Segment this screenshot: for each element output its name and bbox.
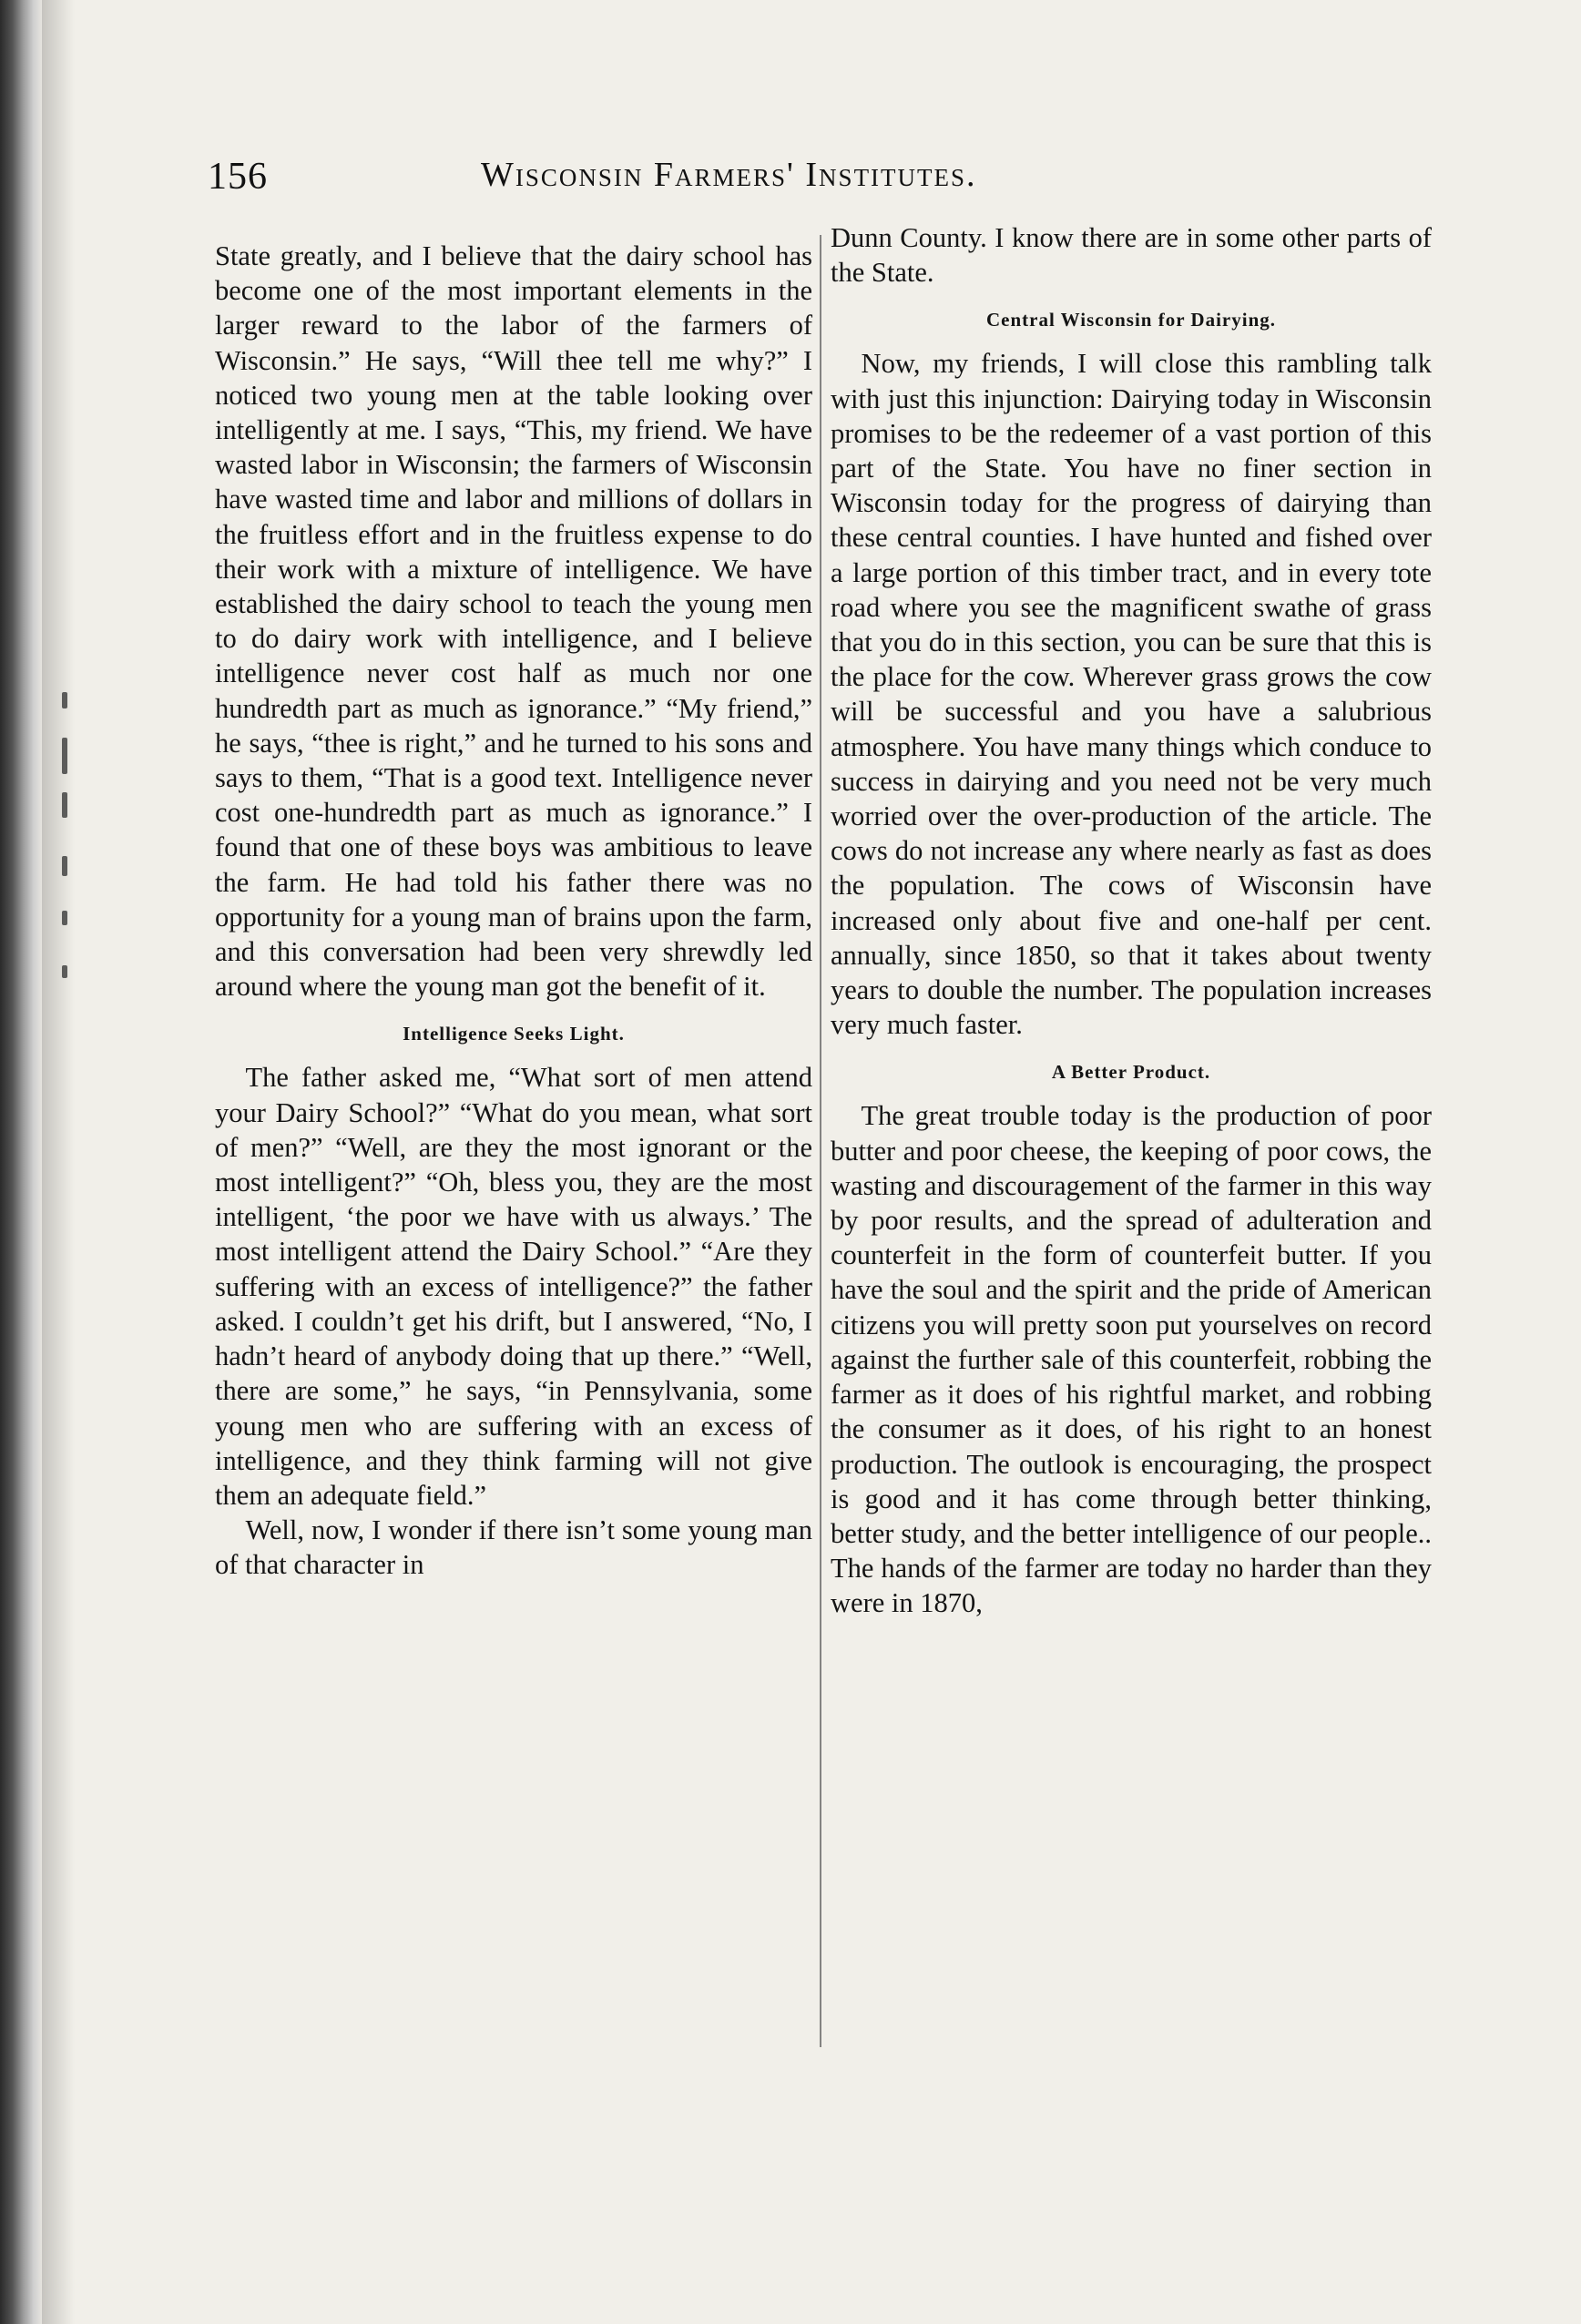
page-number: 156 (208, 156, 268, 198)
left-column (215, 239, 812, 2078)
running-head: Wisconsin Farmers' Institutes. (481, 156, 977, 194)
margin-ink-mark (62, 692, 67, 708)
left-paragraph-1: State greatly, and I believe that the dairy school has become one of the most important elements in the larger reward to the labor of the farmers of Wisconsin.” He says, “Will thee tell me why?” I noticed two young men at the table looking over intelligently at me. I says, “This, my friend. We have wasted labor in Wisconsin; the farmers of Wisconsin have wasted time and labor and millions of dollars in the fruitless effort and in the fruitless expense to do their work with a mixture of intelligence. We have established the dairy school to teach the young men to do dairy work with intelligence, and I believe intelligence never cost half as much nor one hundredth part as much as ignorance.” “My friend,” he says, “thee is right,” and he turned to his sons and says to them, “That is a good text. Intelligence never cost one-hundredth part as much as ignorance.” I found that one of these boys was ambitious to leave the farm. He had told his father there was no opportunity for a young man of brains upon the farm, and this conversation had been very shrewdly led around where the young man got the benefit of it. (215, 240, 812, 1003)
subheading-intelligence-seeks-light: Intelligence Seeks Light. (403, 1023, 625, 1045)
page-header (208, 155, 1146, 209)
subheading-central-wisconsin: Central Wisconsin for Dairying. (985, 309, 1277, 331)
right-paragraph-3: The great trouble today is the production of poor butter and poor cheese, the keeping of poor cows, the wasting and discouragement of the farmer in this way by poor results, and the spread of adulteration and counterfeit in the form of counterfeit butter. If you have the soul and the spirit and the pride of American citizens you will pretty soon put yourselves on record against the further sale of this counterfeit, robbing the farmer as it does of his rightful market, and robbing the consumer as it does, of his right to an honest production. The outlook is encouraging, the prospect is good and it has come through better thinking, better study, and the better intelligence of our people.. The hands of the farmer are today no harder than they were in 1870, (831, 1100, 1432, 1619)
left-paragraph-3: Well, now, I wonder if there isn’t some young man of that character in (215, 1514, 812, 1581)
column-divider (820, 235, 821, 2047)
left-paragraph-2: The father asked me, “What sort of men attend your Dairy School?” “What do you mean, what sort of men?” “Well, are they the most ignorant or the most intelligent?” “Oh, bless you, they are the most intelligent, ‘the poor we have with us always.’ The most intelligent attend the Dairy School.” “Are they suffering with an excess of intelligence?” the father asked. I couldn’t get his drift, but I answered, “No, I hadn’t heard of anybody doing that up there.” “Well, there are some,” he says, “in Pennsylvania, some young men who are suffering with an excess of intelligence, and they think farming will not give them an adequate field.” (215, 1062, 812, 1511)
margin-ink-mark (62, 911, 67, 925)
right-paragraph-1: Dunn County. I know there are in some other parts of the State. (831, 222, 1432, 289)
book-binding-edge (0, 0, 42, 2324)
right-column (831, 220, 1432, 2042)
binding-shadow (42, 0, 75, 2324)
margin-ink-mark (62, 792, 67, 818)
margin-ink-mark (62, 738, 67, 774)
margin-ink-mark (62, 965, 67, 978)
subheading-better-product: A Better Product. (1051, 1061, 1211, 1084)
right-paragraph-2: Now, my friends, I will close this rambling talk with just this injunction: Dairying today in Wisconsin promises to be the redeemer of a vast portion of this part of the State. You have no finer section in Wisconsin today for the progress of dairying than these central counties. I have hunted and fished over a large portion of this timber tract, and in every tote road where you see the magnificent swathe of grass that you do in this section, you can be sure that this is the place for the cow. Wherever grass grows the cow will be successful and you have a salubrious atmosphere. You have many things which conduce to success in dairying and you need not be very much worried over the over-production of the article. The cows do not increase any where nearly as fast as does the population. The cows of Wisconsin have increased only about five and one-half per cent. annually, since 1850, so that it takes about twenty years to double the number. The population increases very much faster. (831, 348, 1432, 1041)
margin-ink-mark (62, 856, 67, 876)
